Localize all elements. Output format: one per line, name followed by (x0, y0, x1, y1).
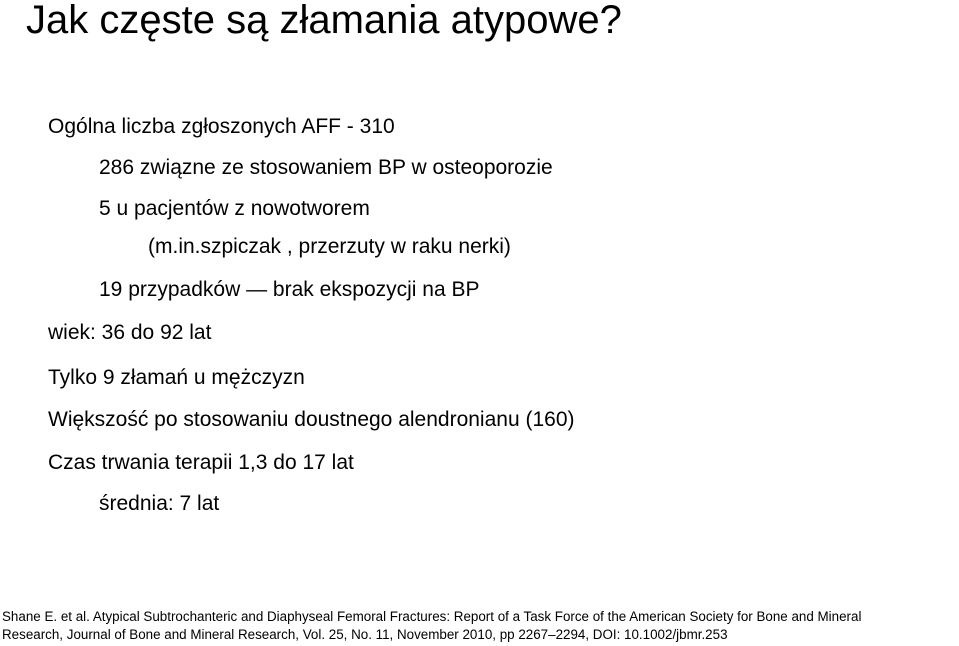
slide-title: Jak częste są złamania atypowe? (26, 0, 622, 42)
age-range: wiek: 36 do 92 lat (48, 321, 212, 344)
reference-line-2: Research, Journal of Bone and Mineral Research, Vol. 25, No. 11, November 2010, pp 2267–2294, DOI: 10.1002/jbmr.253 (2, 627, 728, 642)
male-fractures: Tylko 9 złamań u mężczyzn (48, 366, 305, 389)
therapy-duration: Czas trwania terapii 1,3 do 17 lat (48, 451, 354, 474)
reference-line-1: Shane E. et al. Atypical Subtrochanteric and Diaphyseal Femoral Fractures: Report of a Task Force of the American Society for Bone and Mineral (2, 609, 862, 624)
total-aff-count: Ogólna liczba zgłoszonych AFF - 310 (48, 115, 395, 138)
cancer-details: (m.in.szpiczak , przerzuty w raku nerki) (148, 235, 511, 258)
alendronate-majority: Większość po stosowaniu doustnego alendronianu (160) (48, 408, 575, 431)
therapy-mean: średnia: 7 lat (99, 492, 220, 515)
bp-osteoporosis-count: 286 związne ze stosowaniem BP w osteoporozie (99, 156, 553, 179)
no-bp-exposure-count: 19 przypadków — brak ekspozycji na BP (99, 278, 480, 301)
cancer-patients-count: 5 u pacjentów z nowotworem (99, 197, 370, 220)
